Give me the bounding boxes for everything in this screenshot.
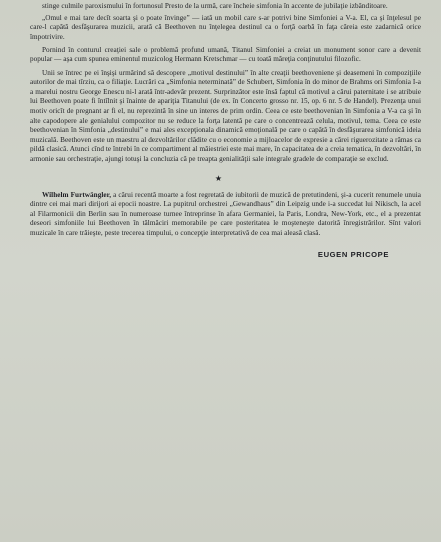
author-signature: EUGEN PRICOPE [317, 250, 389, 260]
paragraph-theme: Pornind în conturul creaţiei sale o problemă profund umană, Titanul Simfoniei a creiat un monument sonor care a devenit popular — aşa cum spunea eminentul muzicolog Hermann Kretschmar — cu toată măreţia conţinutului filozofic. [30, 45, 421, 64]
conductor-text: a cărui recentă moarte a fost regretată de iubitorii de muzică de pretutindeni, şi-a cucerit renumele unuia dintre cei mai mari dirijori ai epocii noastre. La pupitrul orchestrei „Gewandhaus” din Leipzig unde i-a succedat lui Nikisch, la acel al Filarmonicii din Berlin sau în numeroase turnee întreprinse în afara Germaniei, la Paris, Londra, New-York, etc., el a prezentat deseori simfoniile lui Beethoven în tălmăciri memorabile pe care posteritatea le moşteneşte datorită înregistrărilor. Sînt valori muzicale în care trăieşte, peste trecerea timpului, o concepţie interpretativă de cea mai aleasă clasă. [30, 190, 421, 237]
conductor-name: Wilhelm Furtwängler, [42, 190, 112, 199]
paragraph-intro: stinge culmile paroxismului în fortunosul Presto de la urmă, care încheie simfonia în accente de jubilaţie izbânditoare. [42, 2, 388, 10]
text-column [0, 2, 441, 259]
paragraph-quote: „Omul e mai tare decît soarta şi o poate învinge” — iată un mobil care s-ar potrivi bine Simfoniei a V-a. El, ca şi înţelesul pe care-l capătă desfăşurarea muzicii, arată că Beethoven nu înţelegea destinul ca o forţă oarbă în faţa căreia este zadarnică orice împotrivire. [30, 13, 421, 41]
paragraph-motif: Unii se întrec pe ei înşişi urmărind să descopere „motivul destinului” în alte creaţii beethoveniene şi deasemeni în compoziţiile autorilor de mai tîrziu, ca o filiaţie. Lucrări ca „Simfonia neterminată” de Schubert, Simfonia în do minor de Brahms ori Simfonia I-a a marelui nostru George Enescu ni-l arată într-adevăr prezent. Surprinzător este însă faptul că motivul a cărui paternitate i se atribuie lui Beethoven poate fi întîlnit şi înainte de apariţia Titanului (de ex. în Concerto grosso nr. 15, op. 6 nr. 5 de Handel). Prezenţa unui motiv oricît de pregnant ar fi el, nu reprezintă în sine un interes de prim ordin. Ceea ce este beethovenian în Simfonia a V-a ca şi în alte capodopere ale genialului compozitor nu se reduce la forţa latentă pe care o concentrează celula, motivul, tema. Ceea ce este beethovenian în Simfonia „destinului” e mai ales excepţionala dinamică emoţională pe care o capătă în desfăşurarea simfonică ideia muzicală. Beethoven este un maestru al dezvoltărilor clădite cu o economie a mijloacelor de expresie a cărei riguerozitate a rămas ca pildă clasică. Atunci cînd te întrebi în ce compartiment al măiestriei este mai mare, în capacitatea de a creia tematica, în dezvoltări, în armonie sau orchestraţie, ajungi totuşi la concluzia că pe treapta genialităţii sale integrale gradele de comparaţie se exclud. [30, 68, 421, 163]
star-separator: ★ [214, 173, 223, 183]
paragraph-furtwangler [30, 191, 421, 239]
